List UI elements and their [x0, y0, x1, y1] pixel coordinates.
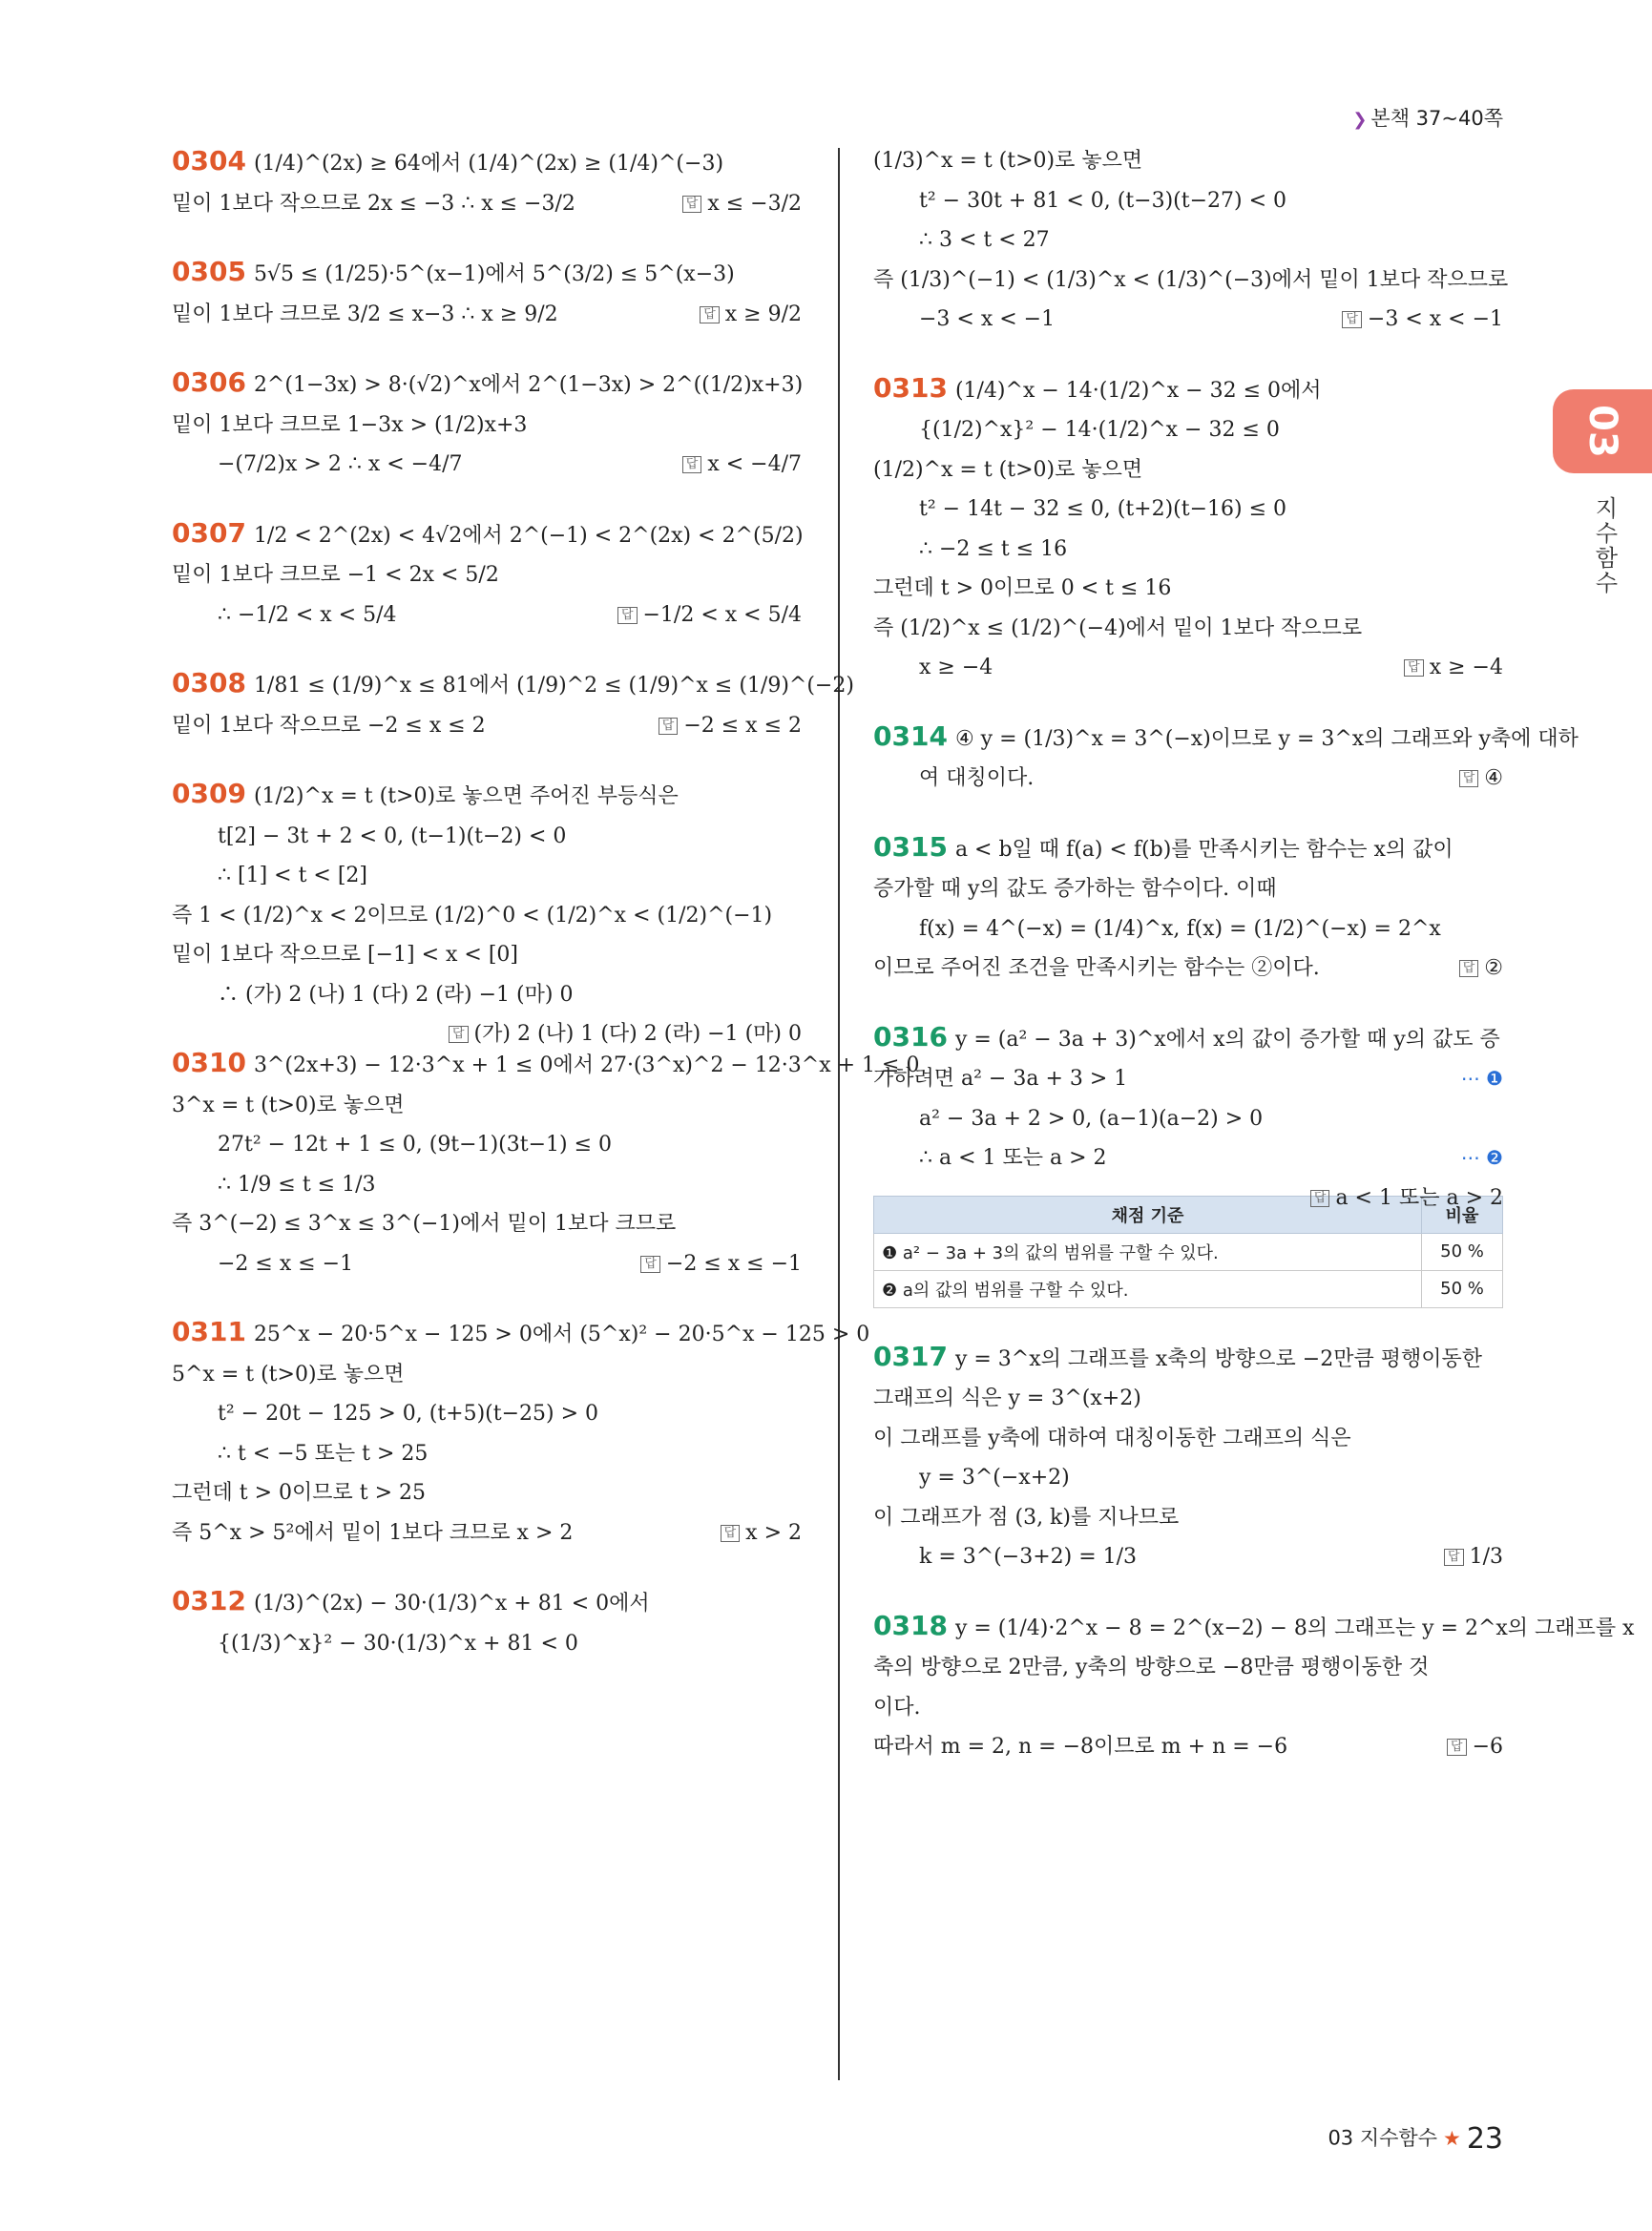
solution-line [873, 1537, 1503, 1577]
solution-text: 3^(2x+3) − 12·3^x + 1 ≤ 0에서 27·(3^x)^2 − 12·3^x + 1 ≤ 0 [253, 1053, 920, 1077]
solution-text: 그런데 t > 0이므로 t > 25 [172, 1481, 427, 1505]
answer-text: −2 ≤ x ≤ 2 [683, 713, 802, 738]
solution-line [172, 445, 802, 485]
solution-text: k = 3^(−3+2) = 1/3 [919, 1545, 1138, 1569]
solution-line [172, 252, 802, 295]
solution-line [172, 1513, 802, 1553]
answer [1310, 1178, 1503, 1219]
problem-number: 0315 [873, 830, 948, 863]
solution-line [172, 1624, 802, 1664]
solution-line [172, 141, 802, 184]
answer [1342, 300, 1503, 340]
page-number: 23 [1466, 2122, 1503, 2156]
solution-text: f(x) = 4^(−x) = (1/4)^x, f(x) = (1/2)^(−x) = 2^x [919, 916, 1441, 941]
solution-text: 27t² − 12t + 1 ≤ 0, (9t−1)(3t−1) ≤ 0 [218, 1133, 613, 1157]
column-divider [838, 148, 840, 2080]
solution-text: ∴ t < −5 또는 t > 25 [218, 1441, 429, 1466]
answer-text: x ≤ −3/2 [707, 191, 802, 216]
solution-line [172, 1473, 802, 1513]
solution-text: t[2] − 3t + 2 < 0, (t−1)(t−2) < 0 [218, 824, 567, 848]
scoring-header: 채점 기준 [874, 1196, 1422, 1233]
problem-number: 0312 [172, 1585, 246, 1616]
problem-block [873, 141, 1509, 340]
chapter-side-label: 지수함수 [1591, 496, 1618, 595]
solution-line [873, 1727, 1503, 1767]
solution-text: ∴ 3 < t < 27 [919, 228, 1050, 252]
solution-text: ∴ a < 1 또는 a > 2 [919, 1146, 1107, 1170]
solution-line [873, 1458, 1503, 1498]
solution-line [172, 706, 802, 746]
answer-tag-icon: 답 [1459, 770, 1479, 787]
solution-text: t² − 14t − 32 ≤ 0, (t+2)(t−16) ≤ 0 [919, 497, 1287, 521]
answer [682, 184, 802, 224]
star-icon: ★ [1442, 2126, 1461, 2150]
answer-tag-icon: 답 [1310, 1190, 1330, 1207]
answer-tag-icon: 답 [1444, 1549, 1464, 1566]
solution-text: −3 < x < −1 [919, 307, 1056, 331]
solution-text: 이므로 주어진 조건을 만족시키는 함수는 ②이다. [873, 956, 1320, 980]
solution-line [873, 1017, 1503, 1060]
solution-line [873, 648, 1503, 688]
solution-line [172, 1204, 802, 1244]
problem-block [873, 1017, 1503, 1308]
answer [1444, 1537, 1503, 1577]
solution-text: 이 그래프가 점 (3, k)를 지나므로 [873, 1505, 1180, 1530]
answer [721, 1513, 802, 1553]
solution-line [172, 595, 802, 636]
solution-line [172, 1434, 802, 1474]
solution-text: y = (1/4)·2^x − 8 = 2^(x−2) − 8의 그래프는 y = 2^x의 그래프를 x [954, 1616, 1635, 1640]
solution-line [873, 1648, 1503, 1688]
solution-line [172, 774, 802, 817]
answer-tag-icon: 답 [1342, 311, 1362, 328]
chevron-right-icon: ❯ [1352, 110, 1368, 130]
solution-text: 이 그래프를 y축에 대하여 대칭이동한 그래프의 식은 [873, 1426, 1351, 1450]
answer-tag-icon: 답 [682, 196, 702, 213]
problem-block [172, 774, 802, 1046]
solution-line [172, 1312, 870, 1355]
solution-text: 25^x − 20·5^x − 125 > 0에서 (5^x)² − 20·5^x − 125 > 0 [253, 1323, 870, 1346]
solution-line [873, 261, 1509, 301]
solution-text: 즉 1 < (1/2)^x < 2이므로 (1/2)^0 < (1/2)^x < (1/2)^(−1) [172, 903, 773, 928]
answer-tag-icon: 답 [682, 456, 702, 473]
problem-number: 0307 [172, 516, 246, 549]
solution-line [873, 530, 1503, 570]
answer-tag-icon: 답 [721, 1525, 741, 1542]
solution-line [172, 817, 802, 857]
scoring-row [874, 1233, 1503, 1270]
problem-block [873, 1606, 1635, 1767]
page-reference [1352, 103, 1503, 132]
solution-text: ∴ (가) 2 (나) 1 (다) 2 (라) −1 (마) 0 [218, 982, 574, 1007]
answer-text: a < 1 또는 a > 2 [1335, 1185, 1503, 1210]
answer [1404, 648, 1503, 688]
scoring-cell: ❷ a의 값의 범위를 구할 수 있다. [874, 1270, 1422, 1307]
solution-line [873, 569, 1503, 609]
problem-block [873, 717, 1579, 799]
problem-number: 0316 [873, 1020, 948, 1053]
solution-line [873, 827, 1503, 870]
solution-text: 1/81 ≤ (1/9)^x ≤ 81에서 (1/9)^2 ≤ (1/9)^x ≤ (1/9)^(−2) [253, 674, 854, 698]
answer-text: −1/2 < x < 5/4 [642, 602, 802, 627]
solution-text: y = 3^x의 그래프를 x축의 방향으로 −2만큼 평행이동한 [954, 1346, 1482, 1371]
solution-line [873, 1059, 1503, 1099]
solution-text: 3^x = t (t>0)로 놓으면 [172, 1093, 405, 1117]
solution-text: 밑이 1보다 작으므로 2x ≤ −3 ∴ x ≤ −3/2 [172, 191, 575, 216]
solution-text: 밑이 1보다 크므로 −1 < 2x < 5/2 [172, 563, 499, 587]
solution-text: y = 3^(−x+2) [919, 1466, 1070, 1490]
solution-line [172, 896, 802, 936]
solution-text: ∴ −1/2 < x < 5/4 [218, 602, 397, 627]
solution-text: 이다. [873, 1695, 921, 1720]
problem-block [172, 141, 802, 223]
solution-line [172, 1244, 802, 1284]
solution-text: {(1/3)^x}² − 30·(1/3)^x + 81 < 0 [218, 1631, 578, 1656]
answer-text: x > 2 [745, 1520, 802, 1545]
answer-tag-icon: 답 [1447, 1739, 1467, 1756]
answer-text: x < −4/7 [707, 452, 802, 476]
solution-line [172, 1581, 802, 1624]
solution-line [873, 1606, 1635, 1649]
page-reference-text: 본책 37~40쪽 [1370, 107, 1503, 130]
answer-text: x ≥ 9/2 [724, 302, 802, 326]
solution-line [873, 141, 1503, 181]
step-marker: ⋯ ❷ [1460, 1146, 1503, 1169]
solution-line [172, 935, 802, 975]
scoring-cell: 50 % [1422, 1233, 1503, 1270]
answer-tag-icon: 답 [449, 1026, 469, 1043]
problem-block [172, 1312, 870, 1553]
answer [682, 445, 802, 485]
answer-tag-icon: 답 [659, 718, 679, 735]
solution-text: −2 ≤ x ≤ −1 [218, 1251, 354, 1276]
solution-line [873, 1379, 1503, 1419]
solution-text: (1/3)^x = t (t>0)로 놓으면 [873, 149, 1143, 173]
solution-line [873, 220, 1503, 261]
solution-line [172, 363, 802, 406]
page-footer [1328, 2122, 1503, 2156]
problem-block [172, 363, 802, 485]
solution-line [873, 1688, 1503, 1728]
solution-text: ∴ [1] < t < [2] [218, 864, 367, 887]
answer-tag-icon: 답 [1459, 960, 1479, 977]
solution-line [873, 368, 1503, 411]
solution-text: 여 대칭이다. [919, 766, 1035, 790]
solution-line [172, 555, 802, 595]
problem-block [172, 1581, 802, 1663]
chapter-tab[interactable] [1553, 389, 1652, 473]
problem-number: 0308 [172, 667, 246, 698]
solution-line [172, 663, 854, 706]
problem-number: 0317 [873, 1340, 948, 1372]
answer [1459, 759, 1503, 799]
problem-number: 0313 [873, 371, 948, 404]
scoring-header: 비율 [1422, 1196, 1503, 1233]
solution-line [873, 1099, 1503, 1139]
solution-text: 가하려면 a² − 3a + 3 > 1 [873, 1067, 1128, 1091]
problem-block [172, 513, 802, 636]
answer [640, 1244, 802, 1284]
solution-line [873, 300, 1503, 340]
solution-line [172, 1125, 802, 1165]
solution-text: 밑이 1보다 작으므로 −2 ≤ x ≤ 2 [172, 713, 486, 738]
solution-text: t² − 30t + 81 < 0, (t−3)(t−27) < 0 [919, 188, 1287, 213]
solution-line [873, 1337, 1503, 1380]
solution-text: 5√5 ≤ (1/25)·5^(x−1)에서 5^(3/2) ≤ 5^(x−3) [253, 262, 735, 286]
answer [659, 706, 802, 746]
solution-line [172, 1355, 802, 1395]
answer-text: 1/3 [1469, 1545, 1503, 1569]
answer-tag-icon: 답 [640, 1256, 660, 1273]
problem-number: 0310 [172, 1047, 246, 1078]
scoring-cell: ❶ a² − 3a + 3의 값의 범위를 구할 수 있다. [874, 1233, 1422, 1270]
problem-number: 0314 [873, 719, 948, 752]
solution-text: ∴ 1/9 ≤ t ≤ 1/3 [218, 1172, 376, 1197]
solution-line [172, 975, 802, 1015]
problem-block [873, 1337, 1503, 1577]
chapter-tab-number: 03 [1579, 405, 1624, 458]
solution-line [172, 1165, 802, 1205]
solution-text: (1/2)^x = t (t>0)로 놓으면 주어진 부등식은 [253, 784, 679, 808]
solution-text: 밑이 1보다 크므로 3/2 ≤ x−3 ∴ x ≥ 9/2 [172, 302, 558, 326]
solution-text: (1/4)^(2x) ≥ 64에서 (1/4)^(2x) ≥ (1/4)^(−3) [253, 152, 724, 176]
solution-text: 증가할 때 y의 값도 증가하는 함수이다. 이때 [873, 877, 1277, 901]
answer-text: x ≥ −4 [1429, 656, 1503, 679]
solution-line [873, 609, 1503, 649]
solution-text: 즉 (1/2)^x ≤ (1/2)^(−4)에서 밑이 1보다 작으므로 [873, 615, 1363, 640]
step-marker: ⋯ ❶ [1460, 1067, 1503, 1090]
solution-line [172, 295, 802, 335]
solution-text: ∴ −2 ≤ t ≤ 16 [919, 536, 1068, 561]
solution-text: 5^x = t (t>0)로 놓으면 [172, 1362, 405, 1387]
solution-text: (1/4)^x − 14·(1/2)^x − 32 ≤ 0에서 [954, 378, 1322, 403]
problem-number: 0304 [172, 145, 246, 177]
solution-line [172, 856, 802, 896]
solution-line [172, 184, 802, 224]
answer [1459, 949, 1503, 989]
answer-text: ④ [1484, 766, 1503, 790]
solution-line [172, 406, 802, 446]
solution-text: 축의 방향으로 2만큼, y축의 방향으로 −8만큼 평행이동한 것 [873, 1656, 1430, 1679]
solution-text: 1/2 < 2^(2x) < 4√2에서 2^(−1) < 2^(2x) < 2^(5/2) [253, 523, 804, 548]
problem-number: 0309 [172, 778, 246, 809]
solution-line [873, 450, 1503, 490]
solution-text: 그런데 t > 0이므로 0 < t ≤ 16 [873, 576, 1172, 600]
solution-line [172, 1394, 802, 1434]
problem-block [172, 663, 854, 745]
solution-text: 밑이 1보다 크므로 1−3x > (1/2)x+3 [172, 412, 528, 437]
solution-text: y = (a² − 3a + 3)^x에서 x의 값이 증가할 때 y의 값도 증 [954, 1027, 1500, 1052]
problem-number: 0318 [873, 1609, 948, 1641]
solution-text: 즉 (1/3)^(−1) < (1/3)^x < (1/3)^(−3)에서 밑이 1보다 작으므로 [873, 267, 1509, 292]
scoring-cell: 50 % [1422, 1270, 1503, 1307]
problem-number: 0311 [172, 1316, 246, 1347]
solution-line [873, 909, 1503, 949]
solution-line [873, 949, 1503, 989]
solution-line [873, 410, 1503, 450]
solution-line [172, 1043, 920, 1086]
scoring-row [874, 1270, 1503, 1307]
solution-line [172, 513, 802, 556]
answer [1447, 1727, 1503, 1767]
solution-line [172, 1086, 802, 1126]
problem-number: 0306 [172, 366, 246, 398]
problem-block [873, 827, 1503, 989]
solution-text: a < b일 때 f(a) < f(b)를 만족시키는 함수는 x의 값이 [954, 837, 1453, 862]
solution-text: 즉 3^(−2) ≤ 3^x ≤ 3^(−1)에서 밑이 1보다 크므로 [172, 1212, 677, 1236]
solution-line [873, 869, 1503, 909]
solution-text: (1/2)^x = t (t>0)로 놓으면 [873, 457, 1143, 482]
answer [700, 295, 802, 335]
answer [617, 595, 802, 636]
solution-text: x ≥ −4 [919, 656, 993, 679]
answer-tag-icon: 답 [700, 306, 720, 323]
answer-text: (가) 2 (나) 1 (다) 2 (라) −1 (마) 0 [473, 1022, 802, 1046]
solution-line [873, 490, 1503, 530]
solution-text: (1/3)^(2x) − 30·(1/3)^x + 81 < 0에서 [253, 1592, 650, 1616]
solution-line [873, 717, 1579, 760]
answer-tag-icon: 답 [1404, 659, 1424, 677]
answer-text: −2 ≤ x ≤ −1 [665, 1251, 802, 1276]
solution-text: −(7/2)x > 2 ∴ x < −4/7 [218, 452, 463, 476]
solution-text: 그래프의 식은 y = 3^(x+2) [873, 1387, 1141, 1410]
answer-text: −6 [1472, 1735, 1503, 1759]
solution-line [873, 181, 1503, 221]
solution-text: t² − 20t − 125 > 0, (t+5)(t−25) > 0 [218, 1402, 599, 1426]
problem-block [172, 252, 802, 334]
problem-block [873, 368, 1503, 688]
problem-number: 0305 [172, 256, 246, 287]
solution-line [873, 1138, 1503, 1178]
solution-text: 따라서 m = 2, n = −8이므로 m + n = −6 [873, 1735, 1288, 1759]
solution-line [873, 1498, 1503, 1538]
problem-block [172, 1043, 920, 1283]
answer-text: −3 < x < −1 [1367, 307, 1503, 331]
answer-tag-icon: 답 [617, 607, 638, 624]
solution-text: {(1/2)^x}² − 14·(1/2)^x − 32 ≤ 0 [919, 418, 1280, 442]
solution-line [873, 1419, 1503, 1459]
solution-text: 2^(1−3x) > 8·(√2)^x에서 2^(1−3x) > 2^((1/2)x+3) [253, 373, 804, 397]
solution-text: 밑이 1보다 작으므로 [−1] < x < [0] [172, 943, 518, 967]
solution-text: 즉 5^x > 5²에서 밑이 1보다 크므로 x > 2 [172, 1520, 574, 1545]
footer-chapter: 03 지수함수 [1328, 2126, 1437, 2150]
answer-text: ② [1484, 956, 1503, 980]
solution-text: a² − 3a + 2 > 0, (a−1)(a−2) > 0 [919, 1106, 1264, 1131]
solution-line [873, 759, 1503, 799]
solution-text: ④ y = (1/3)^x = 3^(−x)이므로 y = 3^x의 그래프와 y축에 대하 [954, 726, 1579, 751]
